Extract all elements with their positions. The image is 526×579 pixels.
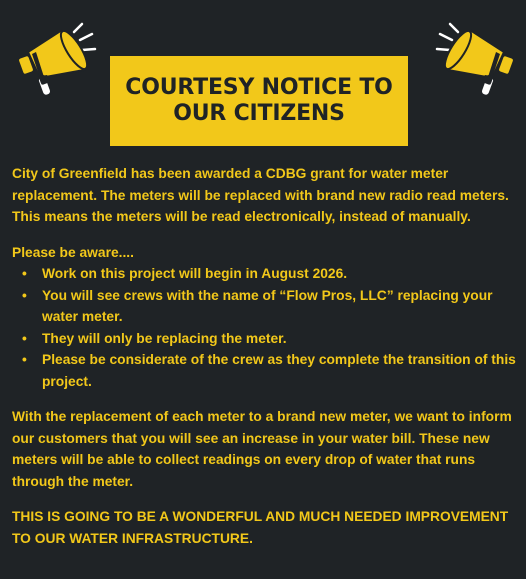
aware-heading: Please be aware.... xyxy=(12,244,134,260)
closing-statement: THIS IS GOING TO BE A WONDERFUL AND MUCH NEEDED IMPROVEMENT TO OUR WATER INFRASTRUCTURE. xyxy=(12,509,509,546)
notice-body xyxy=(12,163,517,549)
list-item: • They will only be replacing the meter. xyxy=(22,330,287,346)
list-item: • You will see crews with the name of “Flow Pros, LLC” replacing your water meter. xyxy=(22,287,493,324)
title-banner xyxy=(110,56,408,146)
list-item: • Please be considerate of the crew as they complete the transition of this project. xyxy=(22,352,516,389)
bullet-list xyxy=(12,263,517,392)
title-line-2: OUR CITIZENS xyxy=(173,101,345,126)
megaphone-icon xyxy=(434,22,514,102)
intro-paragraph: City of Greenfield has been awarded a CDBG grant for water meter replacement. The meters will be replaced with brand new radio read meters. This means the meters will be read electronically, instead of manually. xyxy=(12,166,509,224)
list-item: • Work on this project will begin in August 2026. xyxy=(22,266,348,281)
replacement-paragraph: With the replacement of each meter to a brand new meter, we want to inform our customers that you will see an increase in your water bill. These new meters will be able to collect readings on every drop of water that runs through the meter. xyxy=(12,409,512,489)
title-line-1: COURTESY NOTICE TO xyxy=(125,75,393,100)
megaphone-icon xyxy=(18,22,98,102)
